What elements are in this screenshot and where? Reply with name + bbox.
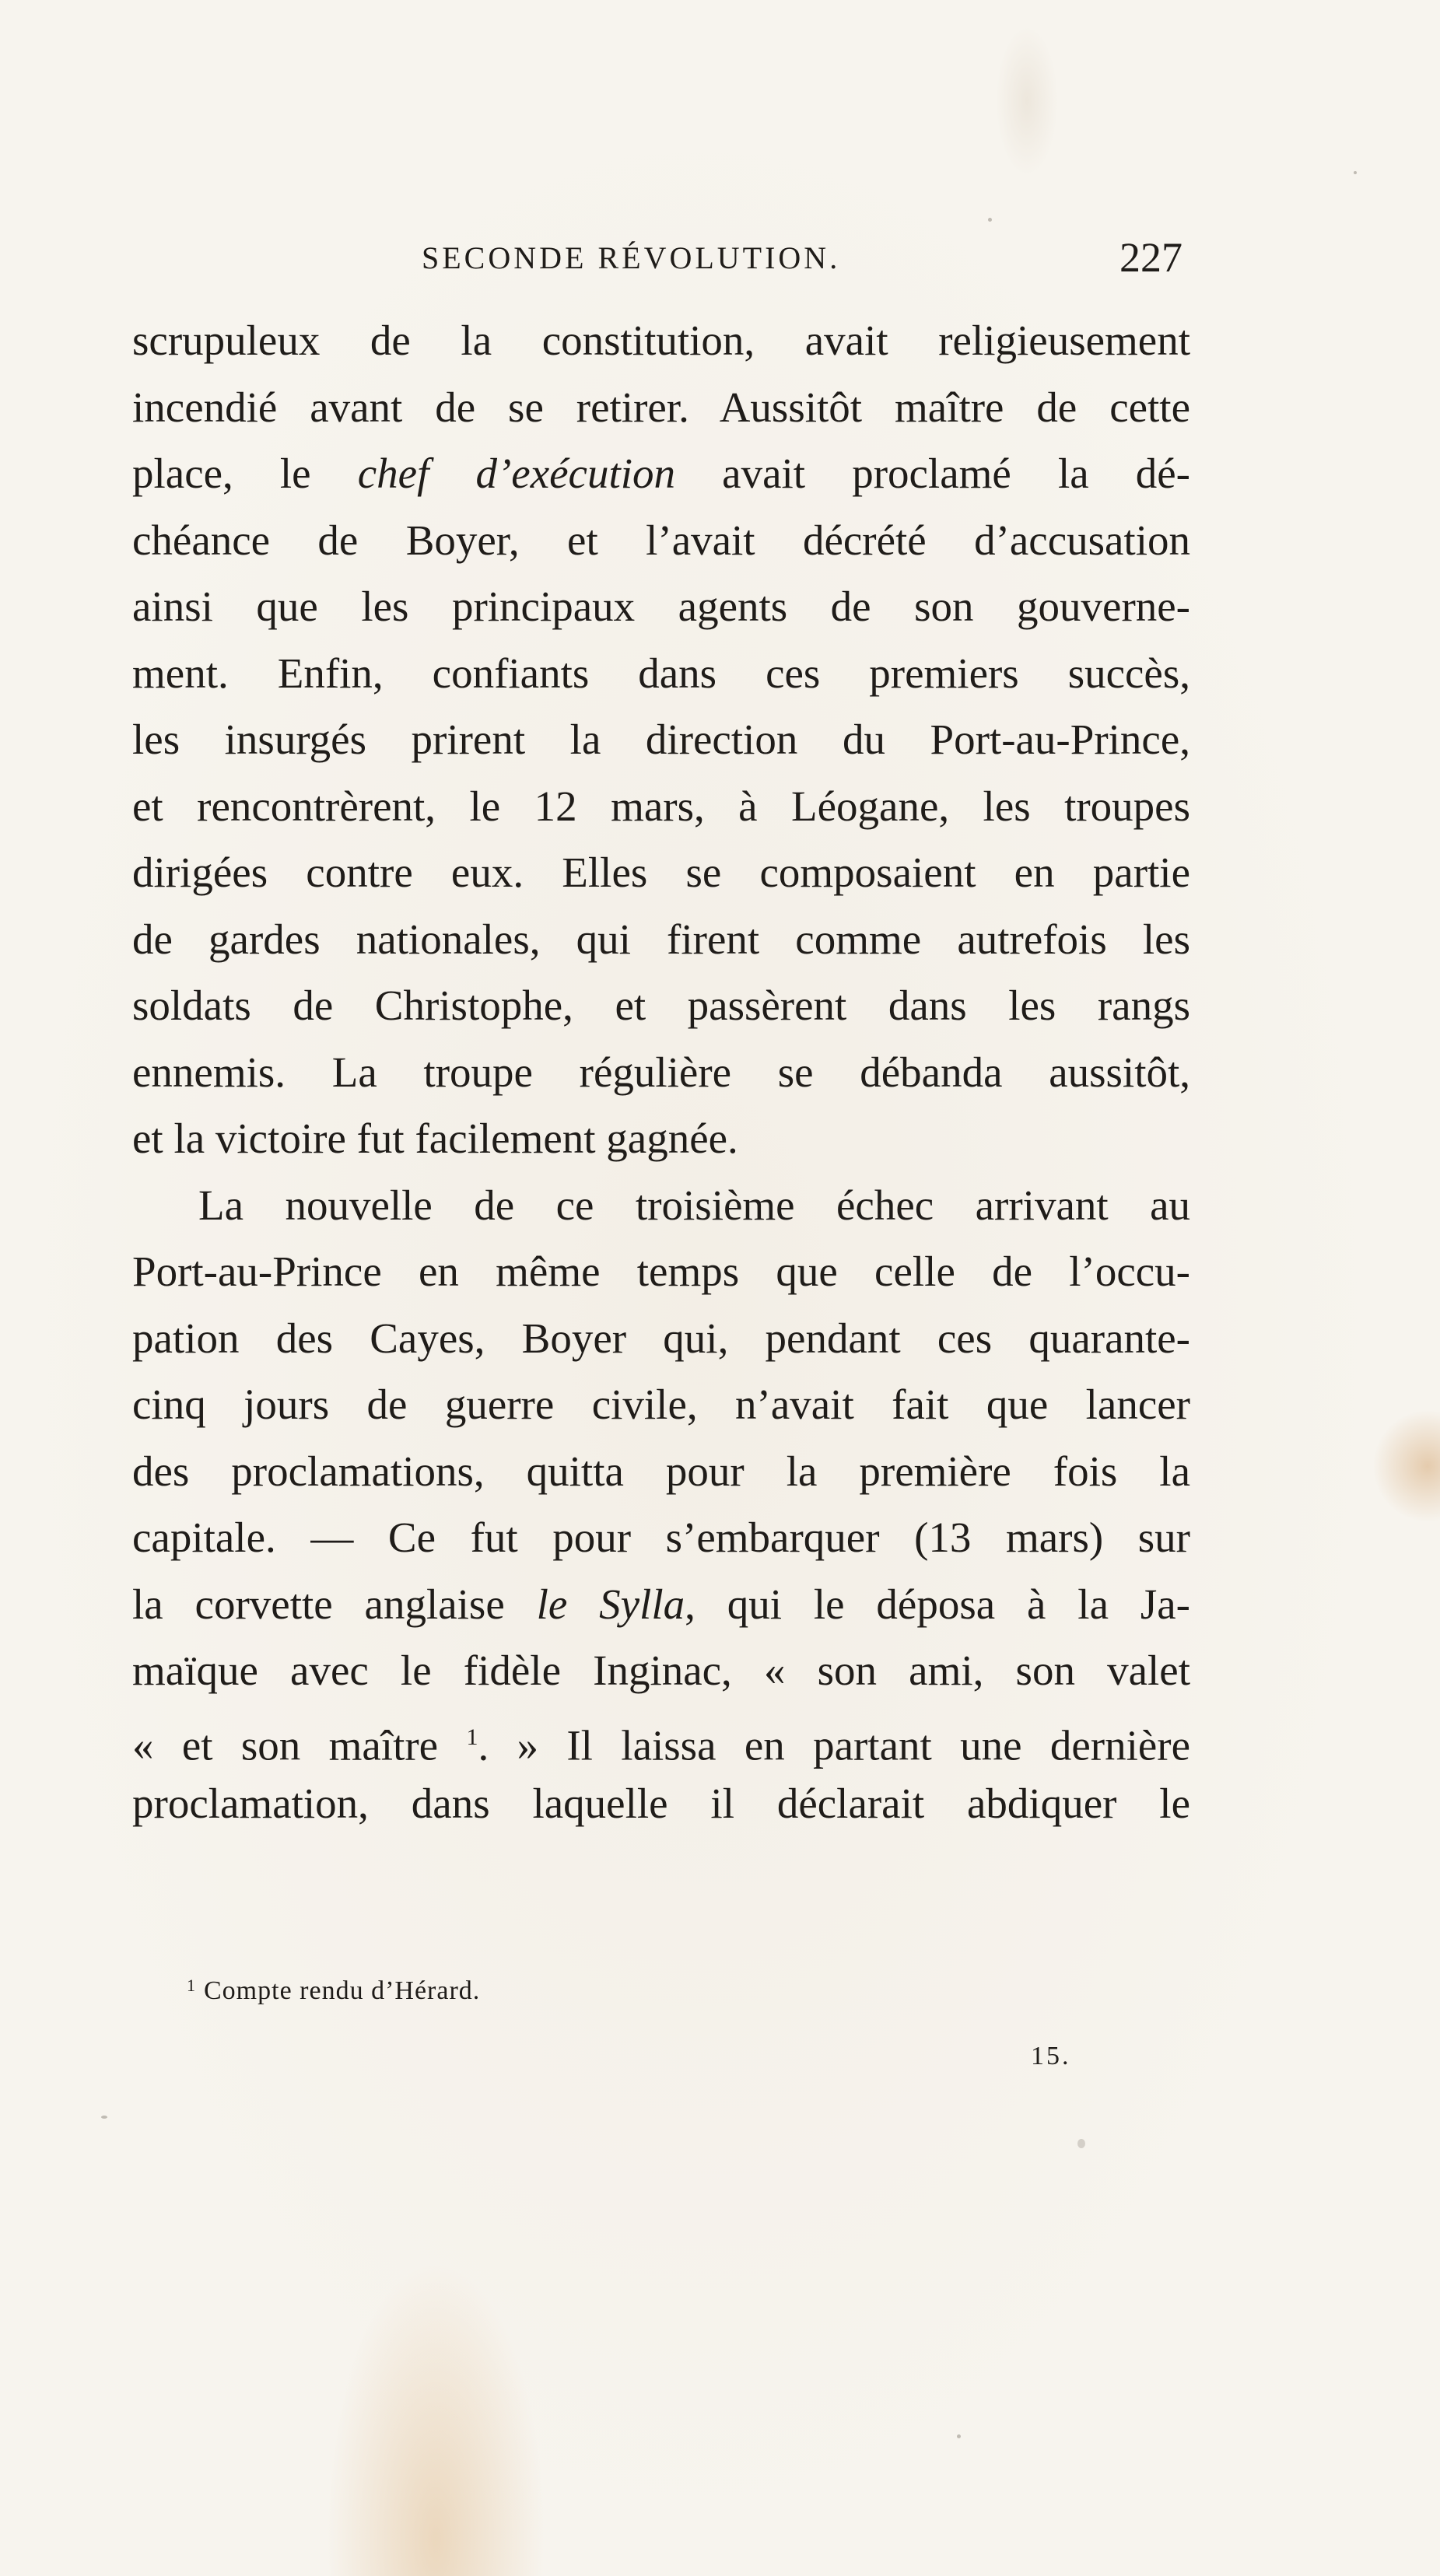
- text-line-14: La nouvelle de ce troisième échec arrivant au: [198, 1181, 1190, 1229]
- body-text: [132, 307, 1190, 1837]
- text-line-2: incendié avant de se retirer. Aussitôt maître de cette: [132, 383, 1190, 431]
- paper-speck: [101, 2116, 107, 2119]
- footnote-reference[interactable]: 1: [466, 1724, 478, 1750]
- text-line-1: scrupuleux de la constitution, avait religieusement: [132, 317, 1190, 364]
- text-line-18: des proclamations, quitta pour la première fois la: [132, 1447, 1190, 1495]
- signature-mark: 15.: [1031, 2042, 1071, 2070]
- text-line-16: pation des Cayes, Boyer qui, pendant ces quarante-: [132, 1314, 1190, 1362]
- italic-phrase: chef d’exécution: [357, 450, 676, 497]
- text-line-7: les insurgés prirent la direction du Port-au-Prince,: [132, 716, 1190, 763]
- text-line-5: ainsi que les principaux agents de son gouverne-: [132, 583, 1190, 630]
- text-line-11: soldats de Christophe, et passèrent dans les rangs: [132, 982, 1190, 1029]
- footnote-marker: 1: [187, 1976, 196, 1995]
- text-line-13: et la victoire fut facilement gagnée.: [132, 1115, 738, 1162]
- page-number: 227: [1119, 234, 1182, 281]
- footnote: [187, 1976, 480, 2006]
- text-line-22: « et son maître $^1$. » Il laissa en partant une dernière: [132, 1720, 1190, 1769]
- running-head: [132, 233, 1182, 296]
- text-line-8: et rencontrèrent, le 12 mars, à Léogane, les troupes: [132, 782, 1190, 830]
- text-line-19: capitale. — Ce fut pour s’embarquer (13 mars) sur: [132, 1514, 1190, 1561]
- text-line-9: dirigées contre eux. Elles se composaient en partie: [132, 849, 1190, 896]
- text-line-3: place, le chef d’exécution avait proclamé la dé-: [132, 450, 1190, 497]
- text-line-21: maïque avec le fidèle Inginac, « son ami, son valet: [132, 1647, 1190, 1694]
- paper-speck: [1077, 2139, 1085, 2148]
- text-line-12: ennemis. La troupe régulière se débanda aussitôt,: [132, 1048, 1190, 1096]
- text-line-10: de gardes nationales, qui firent comme autrefois les: [132, 915, 1190, 963]
- text-line-17: cinq jours de guerre civile, n’avait fait que lancer: [132, 1381, 1190, 1428]
- paper-speck: [988, 218, 992, 222]
- text-line-23: proclamation, dans laquelle il déclarait abdiquer le: [132, 1780, 1190, 1827]
- running-title: SECONDE RÉVOLUTION.: [422, 240, 841, 275]
- paper-speck: [957, 2434, 961, 2438]
- italic-ship-name: le Sylla: [536, 1580, 685, 1628]
- text-line-4: chéance de Boyer, et l’avait décrété d’accusation: [132, 516, 1190, 564]
- paper-speck: [1354, 171, 1357, 174]
- text-line-6: ment. Enfin, confiants dans ces premiers succès,: [132, 649, 1190, 697]
- footnote-text: Compte rendu d’Hérard.: [204, 1976, 481, 2005]
- text-line-20: la corvette anglaise le Sylla, qui le déposa à la Ja-: [132, 1580, 1190, 1628]
- text-line-15: Port-au-Prince en même temps que celle de l’occu-: [132, 1248, 1190, 1295]
